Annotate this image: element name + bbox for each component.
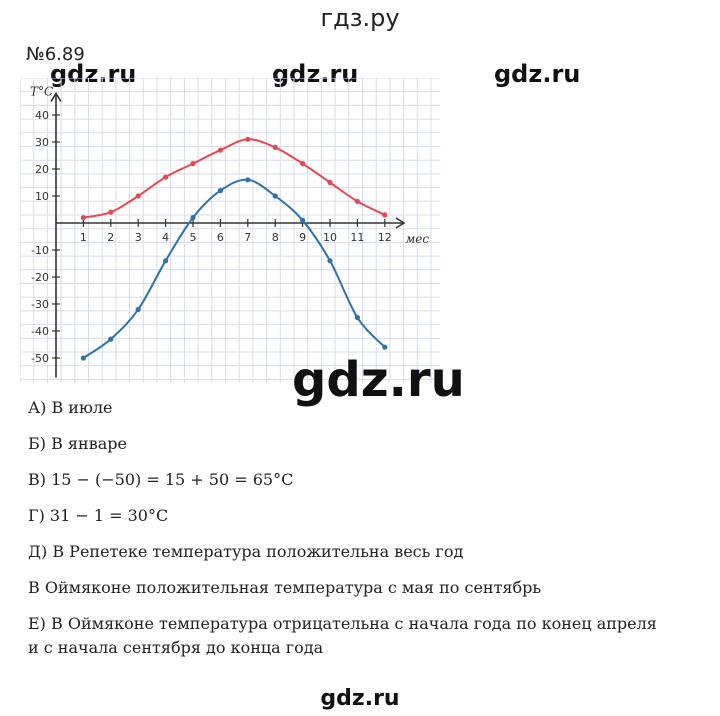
series-line-2 bbox=[83, 180, 384, 358]
x-tick-label: 8 bbox=[271, 231, 279, 244]
answer-e: Е) В Оймяконе температура отрицательна с начала года по конец апреля bbox=[28, 614, 657, 633]
data-point bbox=[108, 337, 113, 342]
x-tick-label: 10 bbox=[323, 231, 337, 244]
answer-e-continued: и с начала сентября до конца года bbox=[28, 638, 324, 657]
answer-a: А) В июле bbox=[28, 398, 113, 417]
y-tick-label: -20 bbox=[31, 271, 49, 284]
y-axis-label: T°C bbox=[30, 84, 54, 99]
data-point bbox=[300, 218, 305, 223]
y-tick-label: -30 bbox=[31, 298, 49, 311]
data-point bbox=[163, 258, 168, 263]
data-point bbox=[382, 212, 387, 217]
x-axis-label: мес bbox=[405, 232, 430, 246]
data-point bbox=[245, 177, 250, 182]
watermark: gdz.ru bbox=[50, 60, 137, 88]
data-point bbox=[273, 193, 278, 198]
data-point bbox=[327, 258, 332, 263]
watermark: gdz.ru bbox=[494, 60, 581, 88]
x-tick-label: 7 bbox=[244, 231, 252, 244]
x-tick-label: 5 bbox=[189, 231, 197, 244]
data-point bbox=[382, 345, 387, 350]
x-tick-label: 1 bbox=[79, 231, 87, 244]
answer-g: Г) 31 − 1 = 30°C bbox=[28, 506, 169, 525]
data-point bbox=[81, 355, 86, 360]
data-point bbox=[355, 315, 360, 320]
y-tick-label: 30 bbox=[35, 136, 49, 149]
y-tick-label: 20 bbox=[35, 163, 49, 176]
x-tick-label: 9 bbox=[299, 231, 307, 244]
data-point bbox=[163, 175, 168, 180]
x-tick-label: 2 bbox=[107, 231, 115, 244]
data-point bbox=[218, 188, 223, 193]
x-tick-label: 6 bbox=[216, 231, 224, 244]
data-point bbox=[190, 161, 195, 166]
data-point bbox=[327, 180, 332, 185]
answer-v: В) 15 − (−50) = 15 + 50 = 65°C bbox=[28, 470, 294, 489]
answer-b: Б) В январе bbox=[28, 434, 127, 453]
site-header: гдз.ру bbox=[320, 4, 400, 32]
y-tick-label: -50 bbox=[31, 352, 49, 365]
data-point bbox=[273, 145, 278, 150]
x-tick-label: 4 bbox=[162, 231, 170, 244]
answer-d-continued: В Оймяконе положительная температура с мая по сентябрь bbox=[28, 578, 542, 597]
x-tick-label: 12 bbox=[377, 231, 392, 244]
data-point bbox=[355, 199, 360, 204]
y-tick-label: 40 bbox=[35, 109, 49, 122]
data-point bbox=[190, 215, 195, 220]
y-tick-label: 10 bbox=[35, 190, 49, 203]
watermark-center: gdz.ru bbox=[292, 352, 465, 408]
x-tick-label: 3 bbox=[134, 231, 142, 244]
data-point bbox=[245, 137, 250, 142]
answer-d: Д) В Репетеке температура положительна весь год bbox=[28, 542, 464, 561]
footer-watermark: gdz.ru bbox=[320, 686, 400, 711]
problem-number: №6.89 bbox=[26, 44, 85, 65]
series-line-1 bbox=[83, 139, 384, 217]
y-tick-label: -40 bbox=[31, 325, 49, 338]
data-point bbox=[108, 210, 113, 215]
y-tick-label: -10 bbox=[31, 244, 49, 257]
data-point bbox=[81, 215, 86, 220]
temperature-chart bbox=[20, 78, 440, 383]
data-point bbox=[136, 193, 141, 198]
data-point bbox=[300, 161, 305, 166]
data-point bbox=[218, 148, 223, 153]
watermark: gdz.ru bbox=[272, 60, 359, 88]
data-point bbox=[136, 307, 141, 312]
x-tick-label: 11 bbox=[350, 231, 365, 244]
